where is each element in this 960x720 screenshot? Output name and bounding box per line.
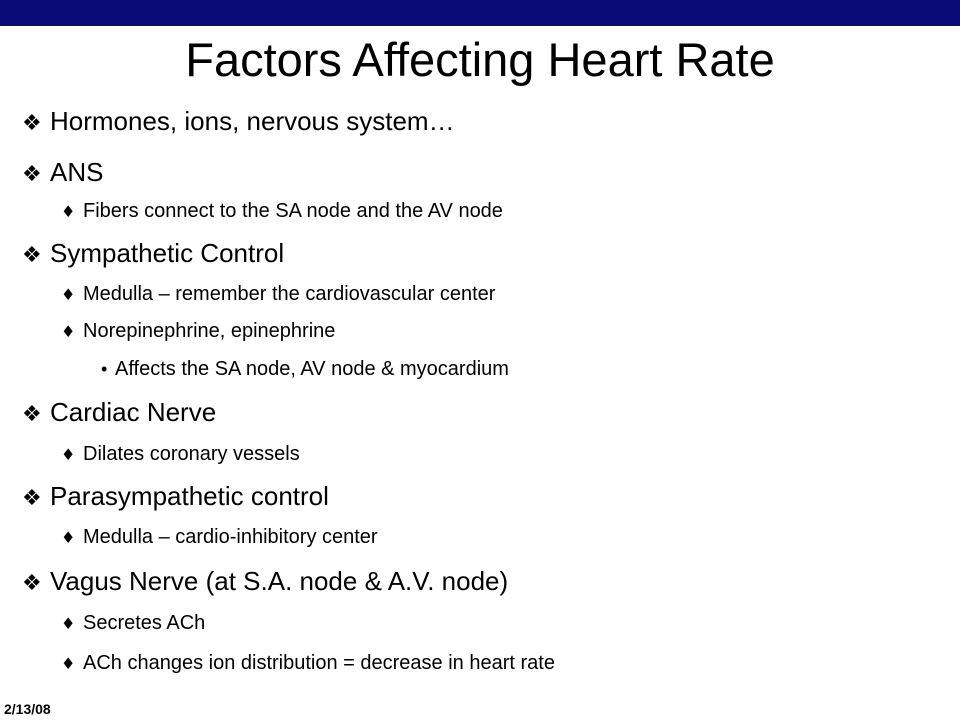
bullet-text: Vagus Nerve (at S.A. node & A.V. node) [50,566,509,596]
bullet-text: Parasympathetic control [50,481,329,511]
bullet-item-sympathetic-control [22,237,284,272]
black-diamond-icon: ♦ [61,322,76,341]
sub-sub-bullet-text: Affects the SA node, AV node & myocardium [115,358,509,380]
sub-bullet-text: Medulla – remember the cardiovascular center [83,283,496,305]
four-diamond-star-icon: ❖ [22,243,42,268]
sub-bullet-fibers [61,198,503,225]
sub-bullet-text: Norepinephrine, epinephrine [83,320,336,342]
sub-bullet-text: ACh changes ion distribution = decrease in heart rate [83,652,555,674]
slide-title: Factors Affecting Heart Rate [185,33,775,86]
sub-bullet-text: Dilates coronary vessels [83,443,300,465]
sub-bullet-text: Secretes ACh [83,612,206,634]
sub-bullet-medulla-cardiovascular [61,281,495,308]
black-diamond-icon: ♦ [61,445,76,464]
sub-bullet-text: Fibers connect to the SA node and the AV node [83,200,503,222]
bullet-item-hormones [22,105,455,140]
black-diamond-icon: ♦ [61,285,76,304]
bullet-item-cardiac-nerve [22,396,216,431]
four-diamond-star-icon: ❖ [22,571,42,596]
bullet-text: Sympathetic Control [50,238,285,268]
sub-bullet-dilates [61,441,300,468]
black-diamond-icon: ♦ [61,202,76,221]
dot-icon: • [101,359,108,379]
black-diamond-icon: ♦ [61,614,76,633]
black-diamond-icon: ♦ [61,654,76,673]
bullet-text: ANS [50,157,104,187]
black-diamond-icon: ♦ [61,528,76,547]
bullet-item-ans [22,156,103,191]
bullet-item-parasympathetic-control [22,480,329,515]
four-diamond-star-icon: ❖ [22,402,42,427]
sub-bullet-text: Medulla – cardio-inhibitory center [83,526,378,548]
sub-bullet-norepinephrine [61,318,335,345]
sub-sub-bullet-affects [101,356,509,382]
sub-bullet-secretes-ach [61,610,205,637]
bullet-text: Cardiac Nerve [50,397,217,427]
sub-bullet-medulla-inhibitory [61,524,378,551]
four-diamond-star-icon: ❖ [22,111,42,136]
bullet-item-vagus-nerve [22,565,508,600]
footer-date: 2/13/08 [4,701,51,717]
four-diamond-star-icon: ❖ [22,162,42,187]
sub-bullet-ach-changes [61,650,555,677]
bullet-text: Hormones, ions, nervous system… [50,106,455,136]
four-diamond-star-icon: ❖ [22,486,42,511]
